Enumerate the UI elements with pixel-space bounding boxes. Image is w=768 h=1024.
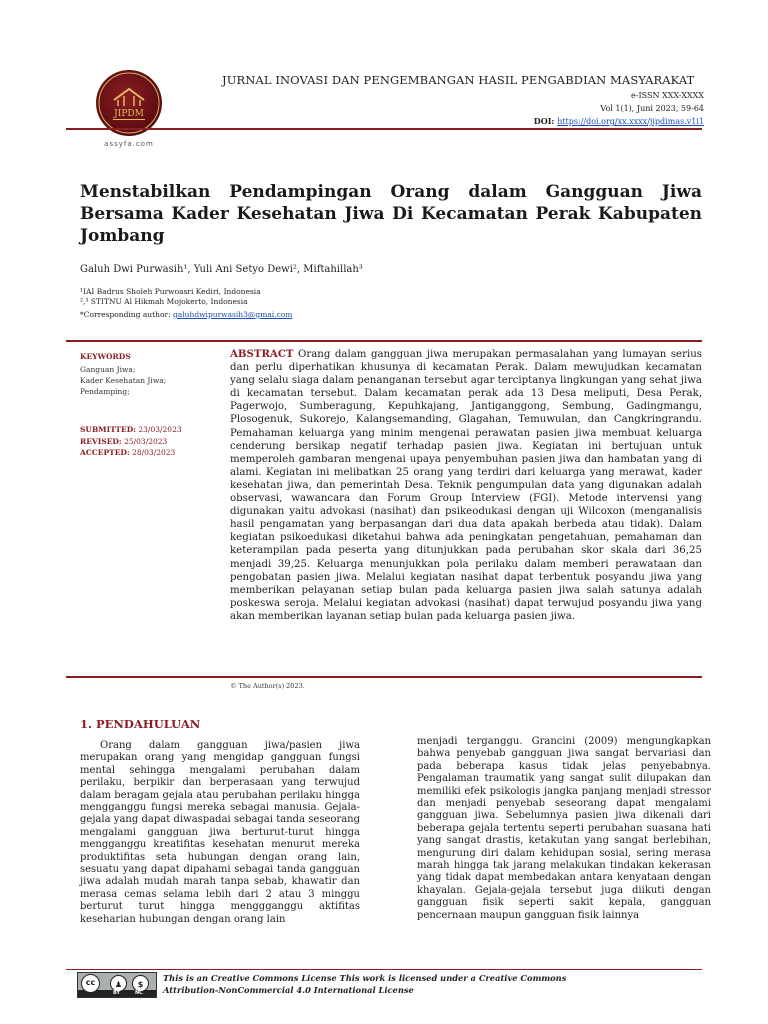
revised-label: REVISED: — [80, 437, 122, 446]
logo-emblem-icon — [96, 70, 162, 136]
keyword-item: Ganguan Jiwa; — [80, 365, 136, 374]
abstract-top-rule — [66, 340, 702, 342]
nc-tag: NC — [135, 990, 143, 996]
keyword-item: Pendamping; — [80, 387, 130, 396]
accepted-label: ACCEPTED: — [80, 448, 130, 457]
header-rule — [66, 128, 702, 130]
logo-caption: assyfa.com — [104, 140, 154, 148]
doi — [534, 116, 704, 126]
license-line-2: Attribution-NonCommercial 4.0 International License — [163, 985, 414, 995]
keywords-label: KEYWORDS — [80, 352, 131, 361]
footer-rule — [66, 969, 702, 970]
keyword-item: Kader Kesehatan Jiwa; — [80, 376, 167, 385]
corresponding-email-link[interactable]: galuhdwipurwasih3@gmai.com — [173, 310, 293, 319]
revised-date — [80, 437, 167, 446]
corresponding-label: *Corresponding author: — [80, 310, 171, 319]
abstract-text: Orang dalam gangguan jiwa merupakan permasalahan yang lumayan serius dan perlu diperhatikan khusunya di kecamatan Perak. Dalam mewujudkan kecamatan yang selalu siaga dalam penanganan tersebut agar terciptanya lingkungan yang sehat jiwa di kecamatan tersebut. Dalam kecamatan perak ada 13 Desa meliputi, Desa Perak, Pagerwojo, Sumberagung, Kepuhkajang, Jantiganggong, Sembung, Gadingmangu, Plosogenuk, Sukorejo, Kalangsemanding, Glagahan, Temuwulan, dan Cangkringrandu. Pemahaman keluarga yang minim mengenai perawatan pasien jiwa membuat keluarga cenderung bersikap negatif terhadap pasien jiwa. Kegiatan ini bertujuan untuk memperoleh gambaran mengenai upaya penyembuhan pasien jiwa dan hambatan yang di alami. Kegiatan ini melibatkan 25 orang yang terdiri dari keluarga yang merawat, kader kesehatan jiwa, dan pemerintah Desa. Teknik pengumpulan data yang digunakan adalah observasi, wawancara dan Forum Group Interview (FGI). Metode intervensi yang digunakan yaitu advokasi (nasihat) dan psikeodukasi dengan uji Wilcoxon (menganalisis hasil pengamatan yang berpasangan dari dua data apakah berbeda atau tidak). Dalam kegiatan psikoedukasi diketahui bahwa ada peningkatan pengetahuan, pemahaman dan keterampilan pada peserta yang ditunjukkan pada perubahan skor skala dari 36,25 menjadi 39,25. Keluarga menunjukkan pola perilaku dalam memberi perawataan dan pengobatan pasien jiwa. Melalui kegiatan nasihat dapat terbentuk posyandu jiwa yang memberikan pelayanan setiap bulan pada keluarga pasien jiwa salah satunya adalah poskeswa seroja. Melalui kegiatan advokasi (nasihat) dapat terwujud posyandu jiwa yang akan memberikan layanan setiap bulan pada keluarga pasien jiwa. — [230, 349, 703, 622]
abstract-bottom-rule — [66, 676, 702, 678]
revised-value: 25/03/2023 — [124, 437, 168, 446]
corresponding-author — [80, 310, 292, 319]
submitted-value: 23/03/2023 — [138, 425, 182, 434]
affiliation-2: ²,³ STITNU Al Hikmah Mojokerto, Indonesia — [80, 297, 248, 306]
cc-icon: cc — [81, 974, 100, 993]
accepted-date — [80, 448, 175, 457]
doi-label: DOI: — [533, 116, 555, 126]
journal-title: JURNAL INOVASI DAN PENGEMBANGAN HASIL PENGABDIAN MASYARAKAT — [222, 73, 695, 87]
copyright: © The Author(s) 2023. — [230, 682, 305, 690]
section-heading: 1. PENDAHULUAN — [80, 717, 201, 731]
submitted-label: SUBMITTED: — [80, 425, 136, 434]
abstract-label: ABSTRACT — [230, 348, 294, 360]
by-tag: BY — [113, 990, 121, 996]
body-column-right: menjadi terganggu. Grancini (2009) mengungkapkan bahwa penyebab gangguan jiwa sangat bervariasi dan pada beberapa kasus tidak jelas penyebabnya. Pengalaman traumatik yang sangat sulit dilupakan dan memiliki efek psikologis jangka panjang menjadi stressor dan menjadi penyebab seseorang dapat mengalami gangguan jiwa. Sebelumnya pasien jiwa dikenali dari beberapa gejala tertentu seperti perubahan suasana hati yang sangat drastis, ketakutan yang sangat berlebihan, mengurung diri dalam kehidupan sosial, sering merasa marah hingga tak jarang melakukan tindakan kekerasan yang tidak dapat membedakan antara kenyataan dengan khayalan. Gejala-gejala tersebut juga diikuti dengan gangguan fisik seperti sakit kepala, gangguan pencernaan maupun gangguan fisik lainnya — [417, 736, 711, 921]
accepted-value: 28/03/2023 — [132, 448, 176, 457]
logo-text: JIPDM — [114, 109, 144, 119]
paper-title: Menstabilkan Pendampingan Orang dalam Gangguan Jiwa Bersama Kader Kesehatan Jiwa Di Kecamatan Perak Kabupaten Jombang — [80, 182, 702, 246]
noncommercial-icon: $ — [132, 975, 149, 992]
authors: Galuh Dwi Purwasih¹, Yuli Ani Setyo Dewi², Miftahillah³ — [80, 264, 363, 275]
doi-link[interactable]: https://doi.org/xx.xxxx/jipdimas.v1i1 — [557, 117, 704, 126]
license-line-1: This is an Creative Commons License This work is licensed under a Creative Commons — [163, 973, 567, 983]
attribution-icon: ♟ — [110, 975, 127, 992]
eissn: e-ISSN XXX-XXXX — [631, 91, 704, 100]
journal-logo — [96, 70, 162, 136]
affiliation-1: ¹IAI Badrus Sholeh Purwoasri Kediri, Indonesia — [80, 287, 261, 296]
license-text — [163, 972, 633, 996]
volume-info: Vol 1(1), Juni 2023, 59-64 — [600, 104, 704, 113]
body-column-left: Orang dalam gangguan jiwa/pasien jiwa merupakan orang yang mengidap gangguan fungsi mental sehingga mengalami perubahan dalam perilaku, berpikir dan berperasaan yang terwujud dalam beragam gejala atau perubahan perilaku hingga mengganggu fungsi mereka sebagai manusia. Gejala-gejala yang dapat diwaspadai sebagai tanda seseorang mengalami gangguan jiwa berturut-turut hingga mengganggu kreatifitas kesehatan menurut mereka produktifitas seta hubungan dengan orang lain, sesuatu yang dapat dipahami sebagai tanda gangguan jiwa adalah mudah marah tanpa sebab, khawatir dan merasa cemas selama lebih dari 2 atau 3 minggu berturut turut hingga menggganggu aktifitas keseharian hubungan dengan orang lain — [80, 740, 360, 925]
cc-license-badge[interactable] — [77, 972, 157, 998]
submitted-date — [80, 425, 182, 434]
abstract — [230, 348, 702, 623]
